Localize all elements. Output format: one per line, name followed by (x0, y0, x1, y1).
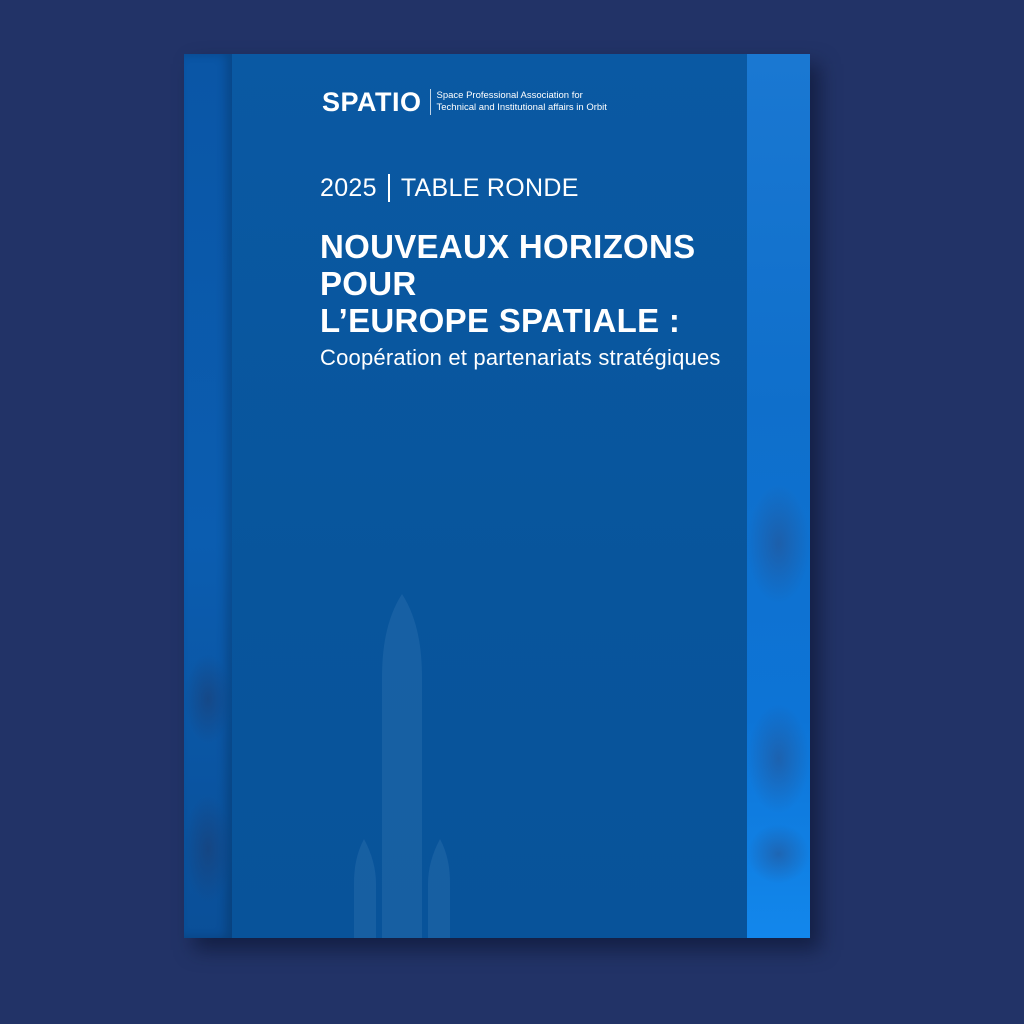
logo-divider (430, 89, 431, 115)
cloud-texture (184, 794, 232, 904)
cover-subtitle: Coopération et partenariats stratégiques (320, 345, 721, 370)
logo-tagline: Space Professional Association for Technical and Institutional affairs in Orbit (436, 90, 607, 113)
kicker-divider (388, 174, 390, 202)
brochure-cover (184, 54, 810, 938)
cover-right-band (747, 54, 810, 938)
cover-main-panel (232, 54, 747, 938)
event-year: 2025 (320, 174, 377, 202)
cloud-texture (184, 654, 232, 744)
cover-title (320, 228, 695, 339)
event-kicker (320, 172, 579, 204)
cloud-texture (747, 484, 810, 604)
title-line: L’EUROPE SPATIALE : (320, 302, 681, 339)
cloud-texture (747, 824, 810, 884)
spatio-logo (322, 86, 607, 118)
rocket-watermark-icon (342, 589, 462, 938)
event-type: TABLE RONDE (400, 174, 579, 202)
title-line: NOUVEAUX HORIZONS (320, 228, 696, 265)
title-line: POUR (320, 265, 417, 302)
logo-wordmark: SPATIO (322, 86, 422, 117)
cloud-texture (747, 704, 810, 814)
cover-left-band (184, 54, 232, 938)
